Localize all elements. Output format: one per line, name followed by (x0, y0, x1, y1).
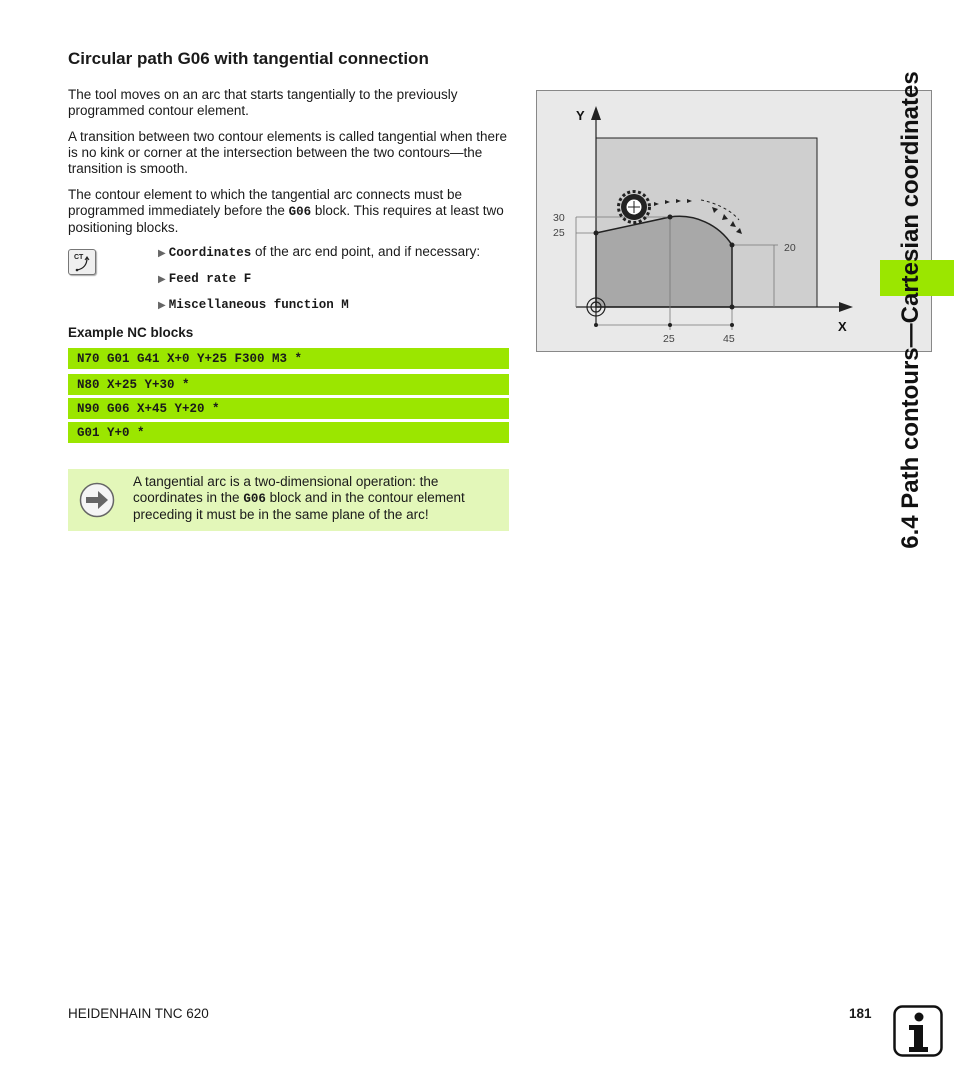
axis-y-label: Y (576, 108, 585, 123)
softkey-label: CT (74, 254, 84, 261)
page-number: 181 (849, 1006, 872, 1021)
bullet-arrow-icon: ▶ (158, 248, 166, 259)
tangential-arc-softkey[interactable] (68, 249, 96, 275)
bullet-arrow-icon: ▶ (158, 300, 166, 311)
info-icon (893, 1005, 943, 1057)
dim-label-x25: 25 (663, 333, 675, 345)
footer-product: HEIDENHAIN TNC 620 (68, 1006, 209, 1021)
nc-block-line: N70 G01 G41 X+0 Y+25 F300 M3 * (68, 348, 509, 369)
bullet-misc-function: ▶ Miscellaneous function M (158, 298, 349, 312)
nc-block-line: G01 Y+0 * (68, 422, 509, 443)
paragraph-tangential-definition: A transition between two contour elements is called tangential when there is no kink or corner at the intersection between the two contours—the transition is smooth. (68, 129, 508, 176)
axis-x-label: X (838, 319, 847, 334)
code-g06: G06 (288, 205, 312, 219)
arrow-right-icon (79, 482, 115, 518)
tangential-arc-diagram (536, 90, 932, 352)
bullet-arrow-icon: ▶ (158, 274, 166, 285)
note-text: A tangential arc is a two-dimensional operation: the coordinates in the G06 block and in the contour element preceding it must be in the same plane of the arc! (133, 474, 465, 522)
dim-label-20: 20 (784, 242, 796, 254)
paragraph-intro: The tool moves on an arc that starts tangentially to the previously programmed contour element. (68, 87, 458, 118)
section-heading: Circular path G06 with tangential connection (68, 49, 429, 68)
nc-block-line: N90 G06 X+45 Y+20 * (68, 398, 509, 419)
dim-label-x45: 45 (723, 333, 735, 345)
code-g06: G06 (243, 492, 266, 506)
dim-label-25: 25 (553, 227, 565, 239)
bullet-coordinates: ▶ Coordinates of the arc end point, and if necessary: (158, 244, 481, 260)
paragraph-prerequisite: The contour element to which the tangential arc connects must be programmed immediately before the G06 block. This requires at least two positioning blocks. (68, 187, 504, 235)
bullet-feed-rate: ▶ Feed rate F (158, 272, 252, 286)
example-title: Example NC blocks (68, 325, 194, 340)
tangential-arc-softkey-icon (69, 250, 95, 274)
note-box (68, 469, 509, 531)
nc-block-line: N80 X+25 Y+30 * (68, 374, 509, 395)
dim-label-30: 30 (553, 212, 565, 224)
